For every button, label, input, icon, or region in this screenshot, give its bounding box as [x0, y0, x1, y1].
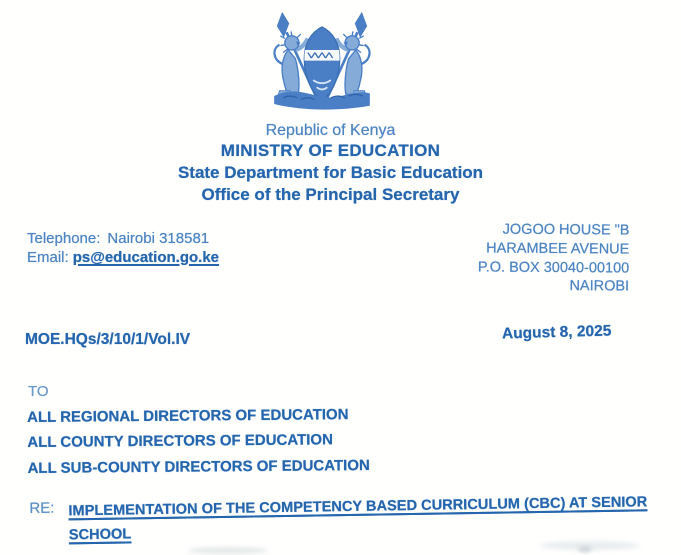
address-line: JOGOO HOUSE "B [502, 221, 630, 239]
recipients-block [27, 402, 370, 481]
republic-line: Republic of Kenya [265, 122, 396, 139]
recipient-line: ALL REGIONAL DIRECTORS OF EDUCATION [27, 406, 349, 426]
scan-smudge [578, 547, 592, 552]
telephone-label: Telephone: [27, 230, 101, 247]
address-block [477, 220, 629, 296]
reference-number: MOE.HQs/3/10/1/Vol.IV [25, 331, 191, 348]
re-label: RE: [29, 499, 55, 518]
telephone-line [27, 229, 219, 248]
subject-line: IMPLEMENTATION OF THE COMPETENCY BASED CURRICULUM (CBC) AT SENIOR [68, 494, 648, 520]
recipient-line: ALL SUB-COUNTY DIRECTORS OF EDUCATION [27, 456, 370, 477]
subject-line: SCHOOL [68, 526, 132, 544]
ministry-title: MINISTRY OF EDUCATION [220, 141, 441, 160]
letterhead [0, 121, 671, 206]
email-address: ps@education.go.ke [72, 249, 220, 266]
email-label: Email: [27, 249, 69, 266]
address-line: NAIROBI [569, 278, 629, 295]
department-title: State Department for Basic Education [177, 163, 484, 182]
recipient-line: ALL COUNTY DIRECTORS OF EDUCATION [27, 431, 333, 452]
kenya-coat-of-arms-icon [260, 9, 384, 119]
address-line: HARAMBEE AVENUE [485, 240, 630, 258]
letter-date: August 8, 2025 [501, 322, 612, 343]
to-label: TO [28, 383, 49, 400]
address-line: P.O. BOX 30040-00100 [477, 259, 629, 277]
subject-block [29, 490, 648, 548]
email-line [27, 248, 219, 267]
scan-smudge [188, 547, 268, 554]
contact-block [27, 229, 219, 267]
office-title: Office of the Principal Secretary [201, 185, 460, 204]
telephone-value: Nairobi 318581 [107, 230, 210, 247]
subject-title [68, 490, 648, 547]
